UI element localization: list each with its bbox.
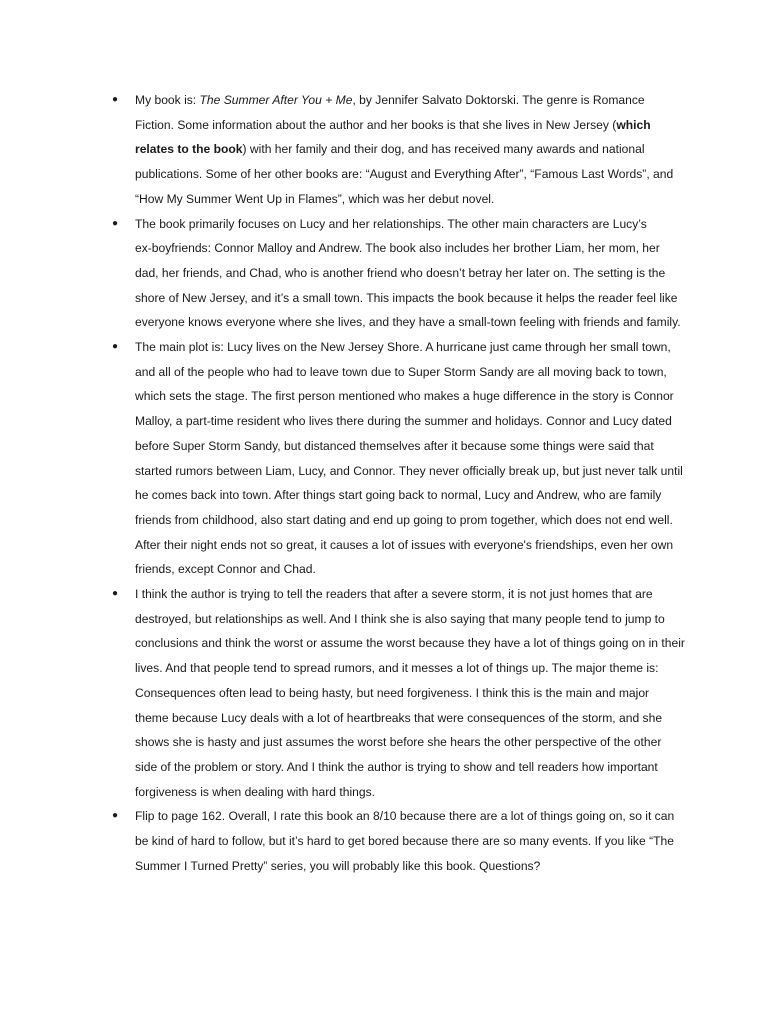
paragraph-2 <box>112 212 692 336</box>
emphasis-text: which <box>616 117 651 132</box>
paragraph-1 <box>112 88 692 212</box>
text-line: The main plot is: Lucy lives on the New Jersey Shore. A hurricane just came through her small town, <box>135 340 671 355</box>
bullet-marker: ● <box>112 341 119 353</box>
text-line: destroyed, but relationships as well. And I think she is also saying that many people tend to jump to <box>135 611 665 626</box>
text-line: ex-boyfriends: Connor Malloy and Andrew. The book also includes her brother Liam, her mom, her <box>135 241 660 256</box>
bullet-marker: ● <box>112 217 119 229</box>
text-line: and all of the people who had to leave town due to Super Storm Sandy are all moving back to town, <box>135 364 667 379</box>
text-line: conclusions and think the worst or assume the worst because they have a lot of things going on in their <box>135 636 685 651</box>
text-line: Flip to page 162. Overall, I rate this book an 8/10 because there are a lot of things going on, so it can <box>135 809 675 824</box>
text-line: forgiveness is when dealing with hard things. <box>135 784 375 799</box>
text-line: Malloy, a part-time resident who lives there during the summer and holidays. Connor and Lucy dated <box>135 414 672 429</box>
text-line: side of the problem or story. And I think the author is trying to show and tell readers how important <box>135 759 658 774</box>
text-line: My book is: The Summer After You + Me, by Jennifer Salvato Doktorski. The genre is Romance <box>135 93 645 107</box>
text-line: started rumors between Liam, Lucy, and Connor. They never officially break up, but just never talk until <box>135 463 683 478</box>
bullet-marker: ● <box>112 588 119 600</box>
text-line: which sets the stage. The first person mentioned who makes a huge difference in the story is Connor <box>135 389 674 404</box>
text-line: The book primarily focuses on Lucy and her relationships. The other main characters are Lucy’s <box>135 216 647 231</box>
paragraph-4 <box>112 582 692 804</box>
text-line: be kind of hard to follow, but it’s hard to get bored because there are so many events. If you like “The <box>135 834 674 849</box>
text-line: everyone knows everyone where she lives, and they have a small-town feeling with friends and family. <box>135 315 681 330</box>
bullet-list <box>112 88 692 879</box>
text-line: “How My Summer Went Up in Flames”, which was her debut novel. <box>135 191 495 206</box>
text-line: shows she is hasty and just assumes the worst before she hears the other perspective of the other <box>135 735 662 750</box>
book-title: The Summer After You + Me <box>199 93 353 107</box>
text-line: theme because Lucy deals with a lot of heartbreaks that were consequences of the storm, and she <box>135 710 663 725</box>
paragraph-5 <box>112 804 692 878</box>
text-line: dad, her friends, and Chad, who is another friend who doesn’t betray her later on. The setting is the <box>135 265 666 280</box>
text-line: shore of New Jersey, and it’s a small town. This impacts the book because it helps the reader feel like <box>135 290 678 305</box>
text-line: friends, except Connor and Chad. <box>135 562 316 577</box>
text-line: relates to the book) with her family and their dog, and has received many awards and national <box>135 142 645 157</box>
text-line: Summer I Turned Pretty” series, you will probably like this book. Questions? <box>135 858 541 873</box>
text-line: he comes back into town. After things start going back to normal, Lucy and Andrew, who are family <box>135 488 662 503</box>
text-line: before Super Storm Sandy, but distanced themselves after it because some things were said that <box>135 438 654 453</box>
text-line: I think the author is trying to tell the readers that after a severe storm, it is not just homes that are <box>135 587 653 602</box>
paragraph-3 <box>112 335 692 582</box>
text-line: publications. Some of her other books are: “August and Everything After”, “Famous Last Words”, and <box>135 167 674 182</box>
text-line: friends from childhood, also start dating and end up going to prom together, which does not end well. <box>135 512 673 527</box>
text-line: After their night ends not so great, it causes a lot of issues with everyone's friendships, even her own <box>135 537 674 552</box>
bullet-marker: ● <box>112 810 119 822</box>
text-line: Fiction. Some information about the author and her books is that she lives in New Jersey (which <box>135 117 651 132</box>
emphasis-text: relates to the book <box>135 142 243 157</box>
text-line: lives. And that people tend to spread rumors, and it messes a lot of things up. The major theme is: <box>135 661 659 676</box>
bullet-marker: ● <box>112 94 119 105</box>
text-line: Consequences often lead to being hasty, but need forgiveness. I think this is the main and major <box>135 685 650 700</box>
